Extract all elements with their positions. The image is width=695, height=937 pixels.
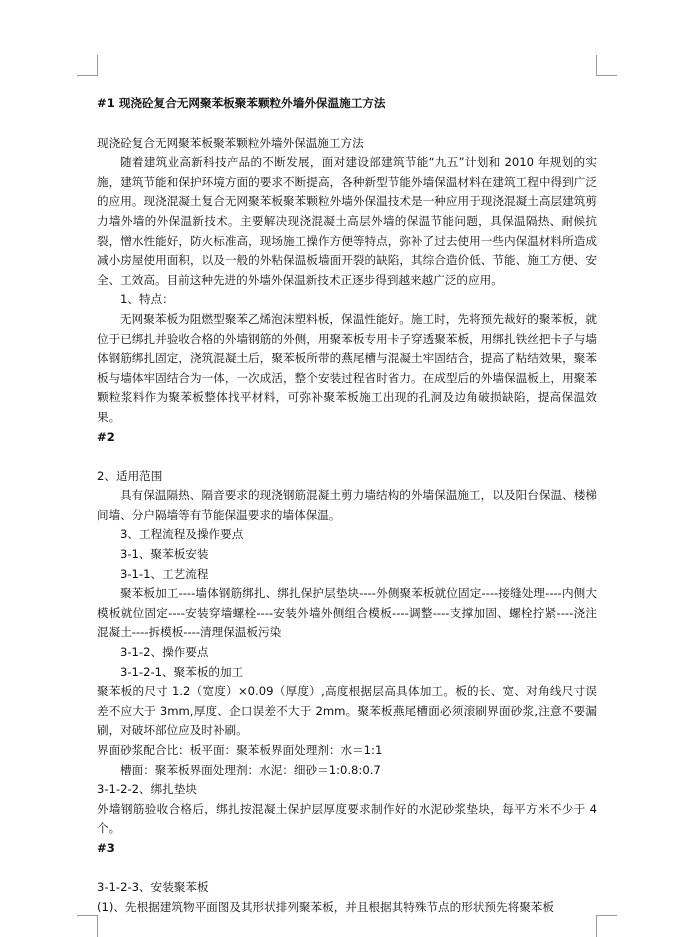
crop-mark-top-left [77,55,98,76]
paragraph: 外墙钢筋验收合格后，绑扎按混凝土保护层厚度要求制作好的水泥砂浆垫块，每平方米不少于 4 个。 [97,801,597,836]
paragraph: 槽面：聚苯板界面处理剂：水泥：细砂＝1:0.8:0.7 [120,762,381,777]
paragraph: 3-1、聚苯板安装 [120,547,209,562]
paragraph: 3-1-2-3、安装聚苯板 [97,880,209,895]
blank-line [97,859,597,879]
paragraph: (1)、先根据建筑物平面图及其形状排列聚苯板，并且根据其特殊节点的形状预先将聚苯板 [97,899,554,914]
paragraph: 1、特点： [120,292,174,307]
section-marker: #3 [97,840,115,855]
paragraph: 3、工程流程及操作要点 [120,527,244,542]
paragraph: 无网聚苯板为阻燃型聚苯乙烯泡沫塑料板，保温性能好。施工时，先将预先裁好的聚苯板，就位于已绑扎并验收合格的外墙钢筋的外侧，用聚苯板专用卡子穿透聚苯板，用绑扎铁丝把卡子与墙体钢筋绑扎固定，浇筑混凝土后，聚苯板所带的燕尾槽与混凝土牢固结合，提高了粘结效果，聚苯板与墙体牢固结合为一体，一次成活，整个安装过程省时省力。在成型后的外墙保温板上，用聚苯颗粒浆料作为聚苯板整体找平材料，可弥补聚苯板施工出现的孔洞及边角破损缺陷，提高保温效果。 [97,311,597,424]
paragraph: 3-1-1、工艺流程 [120,566,209,581]
crop-mark-bottom-left [77,915,98,937]
paragraph: 2、适用范围 [97,468,163,483]
paragraph: 现浇砼复合无网聚苯板聚苯颗粒外墙外保温施工方法 [97,135,364,150]
paragraph: 聚苯板的尺寸 1.2（宽度）×0.09（厚度）,高度根据层高具体加工。板的长、宽、对角线尺寸误差不应大于 3mm,厚度、企口误差不大于 2mm。聚苯板燕尾槽面必须滚刷界面砂浆,注意不要漏刷，对破坏部位应及时补刷。 [97,684,597,738]
paragraph: 聚苯板加工----墙体钢筋绑扎、绑扎保护层垫块----外侧聚苯板就位固定----接缝处理----内侧大模板就位固定----安装穿墙螺栓----安装外墙外侧组合模板----调整----支撑加固、螺栓拧紧----浇注混凝土----拆模板----清理保温板污染 [97,586,597,640]
blank-line [97,447,597,467]
paragraph: 具有保温隔热、隔音要求的现浇钢筋混凝土剪力墙结构的外墙保温施工，以及阳台保温、楼梯间墙、分户隔墙等有节能保温要求的墙体保温。 [97,488,597,522]
crop-mark-bottom-right [596,915,617,937]
document-title: #1 现浇砼复合无网聚苯板聚苯颗粒外墙外保温施工方法 [97,96,386,110]
paragraph: 随着建筑业高新科技产品的不断发展，面对建设部建筑节能“九五”计划和 2010 年规划的实施，建筑节能和保护环境方面的要求不断提高，各种新型节能外墙保温材料在建筑工程中得到广泛的应用。现浇混凝土复合无网聚苯板聚苯颗粒外墙外保温技术是一种应用于现浇混凝土高层建筑剪力墙外墙的外保温新技术。主要解决现浇混凝土高层外墙的保温节能问题，具保温隔热、耐候抗裂，憎水性能好，防火标准高，现场施工操作方便等特点，弥补了过去使用一些内保温材料所造成减小房屋使用面积，以及一般的外粘保温板墙面开裂的缺陷，其综合造价低、节能、施工方便、安全、工效高。目前这种先进的外墙外保温新技术正逐步得到越来越广泛的应用。 [97,155,597,287]
section-marker: #2 [97,429,115,444]
paragraph: 3-1-2-1、聚苯板的加工 [120,664,244,679]
document-body [97,94,597,917]
paragraph: 界面砂浆配合比：板平面：聚苯板界面处理剂：水＝1:1 [97,743,383,757]
paragraph: 3-1-2-2、绑扎垫块 [97,782,198,797]
paragraph: 3-1-2、操作要点 [120,645,209,660]
crop-mark-top-right [596,55,617,76]
